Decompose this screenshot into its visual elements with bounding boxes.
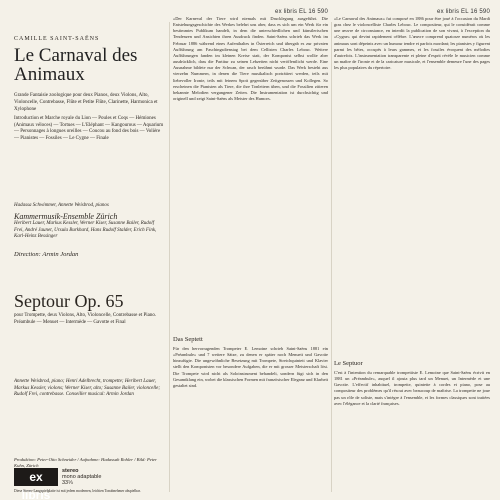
ensemble-members: Heribert Lauer, Markus Kessler, Werner Kiser, Susanne Bailer, Rudolf Frei, André Jaunet, Ursula Burkhard, Hans Rudolf Stalder, Erich Fink, Karl-Heinz Bessinger bbox=[14, 221, 157, 240]
french-notes-column bbox=[334, 0, 490, 500]
work-title-carnaval: Le Carnaval des Animaux bbox=[14, 45, 138, 85]
conductor-credit: Direction: Armin Jordan bbox=[14, 251, 79, 258]
fineprint: Diese Stereo-Langspielplatte ist mit jedem modernen, leichten Tonabnehmer abspielbar. bbox=[14, 489, 141, 493]
format-mono: mono adaptable bbox=[62, 474, 102, 480]
format-info bbox=[62, 468, 101, 486]
german-notes-septett: Für den hervorragenden Trompeter E. Lemoine schrieb Saint-Saëns 1881 ein «Préambule» und 7 weitere Sätze, zu denen er später noch Menuett und Gavotte hinzufügte. Die ungewöhnliche Besetzung mit Trompete, Streichquintett und Klavier stellt den Komponisten vor besondere Aufgaben, die er mit grosser Meisterschaft löst. Die Trompete wird nicht als Soloinstrument behandelt, sondern fügt sich in den Gesamtklang ein, wobei die klassischen Formen mit französischer Eleganz und Klarheit gestaltet sind. bbox=[173, 346, 328, 388]
format-stereo: stereo bbox=[62, 468, 79, 474]
tracklist-column bbox=[14, 0, 166, 500]
catalog-number: ex libris EL 16 590 bbox=[437, 9, 490, 15]
german-notes-carnaval: «Der Karneval der Tiere wird niemals mit Drucklegung ausgeführt. Die Entstehungsgeschichte des Werkes belehrt uns aber, dass es sich um ein Werk für ein bestimmtes Publikum handelt, in dem die unterschiedlichen und künstlerischen Tendenzen und Ansichten ihren Ausdruck finden. Saint-Saëns schrieb das Werk im Februar 1886 während eines Aufenthaltes in Österreich und übergab es zur privaten Aufführung am Faschingsdienstag bei dem Cellisten Charles Lebouc. Weitere Aufführungen fanden im kleinen Kreise statt, der Komponist selbst wollte aber ausdrücklich, dass die Partitur zu seinen Lebzeiten nicht veröffentlicht werde. Eine Ausnahme bildete nur der Schwan, der rasch berühmt wurde. Das Werk besteht aus vierzehn Nummern, in denen die Tiere musikalisch porträtiert werden, teils mit liebevoller Ironie, teils mit feinem Spott gegenüber Zeitgenossen und Kollegen. So erscheinen die Pianisten als Tiere, die ihre Tonleitern üben, und die Fossilien zitieren bekannte Melodien vergangener Zeiten. Die Instrumentation ist durchsichtig und originell und zeigt Saint-Saëns als Meister des Humors. bbox=[173, 16, 328, 102]
composer-name: CAMILLE SAINT-SAËNS bbox=[14, 36, 100, 42]
septour-scoring: pour Trompette, deux Violons, Alto, Violoncelle, Contrebasse et Piano. Préambule — Menuet — Intermède — Gavotte et Final bbox=[14, 313, 157, 325]
french-notes-septuor: C'est à l'intention du remarquable trompettiste E. Lemoine que Saint-Saëns écrivit en 1881 un «Préambule», auquel il ajouta plus tard un Menuet, un Intermède et une Gavotte. L'effectif inhabituel, trompette, quintette à cordes et piano, pose au compositeur des problèmes qu'il résout avec beaucoup de maîtrise. La trompette ne joue pas un rôle de soliste, mais s'intègre à l'ensemble, et les formes classiques sont traitées avec l'élégance et la clarté françaises. bbox=[334, 370, 490, 406]
ex-libris-logo: ex libris bbox=[14, 468, 58, 486]
work-subtitle: Grande Fantaisie zoologique pour deux Pianos, deux Violons, Alto, Violoncelle, Contrebasse, Flûte et Petite Flûte, Clarinette, Harmonica et Xylophone bbox=[14, 93, 158, 112]
work-title-septour: Septour Op. 65 bbox=[14, 291, 124, 311]
column-divider bbox=[331, 22, 332, 492]
german-notes-column bbox=[173, 0, 328, 500]
section-heading-septuor: Le Septuor bbox=[334, 360, 363, 367]
pianists-credit: Hadassa Schwimmer, Annette Weisbrod, pianos bbox=[14, 203, 109, 208]
ensemble-name: Kammermusik-Ensemble Zürich bbox=[14, 212, 118, 221]
production-credits: Produktion: Peter-Otto Schneider / Aufnahme: Hadassah Rohler / Bild: Peter Kuhn, Zürich bbox=[14, 457, 157, 468]
septour-performers: Annette Weisbrod, piano; Henri Adelbrecht, trompette; Heribert Lauer, Markus Kessler, violons; Werner Kiser, alto; Susanne Bailer, violoncelle; Rudolf Frei, contrebasse. Conseiller musical: Armin Jordan bbox=[14, 379, 161, 398]
french-notes-carnaval: «Le Carnaval des Animaux» fut composé en 1886 pour être joué à l'occasion du Mardi gras chez le violoncelliste Charles Lebouc. Le compositeur, qui le considérait comme une œuvre de circonstance, en interdit la publication de son vivant, à l'exception du «Cygne» qui devint rapidement célèbre. L'œuvre comprend quatorze numéros où les animaux sont dépeints avec un humour tendre et parfois mordant; les pianistes y figurent parmi les bêtes, occupés à leurs gammes, et les fossiles évoquent des mélodies d'autrefois. L'instrumentation transparente et pleine d'esprit révèle le musicien comme un maître de l'ironie et de la caricature musicale, et l'ensemble demeure l'une des pages les plus populaires du répertoire. bbox=[334, 16, 490, 71]
format-speed: 33⅓ bbox=[62, 480, 73, 486]
column-divider bbox=[169, 22, 170, 492]
catalog-number: ex libris EL 16 590 bbox=[275, 9, 328, 15]
movement-list: Introduction et Marche royale du Lion — Poules et Coqs — Hémiones (Animaux véloces) — Tortues — L'Eléphant — Kangourous — Aquarium — Personnages à longues oreilles — Coucou au fond des bois — Volière — Pianistes — Fossiles — Le Cygne — Finale bbox=[14, 116, 164, 141]
section-heading-septett: Das Septett bbox=[173, 336, 203, 343]
